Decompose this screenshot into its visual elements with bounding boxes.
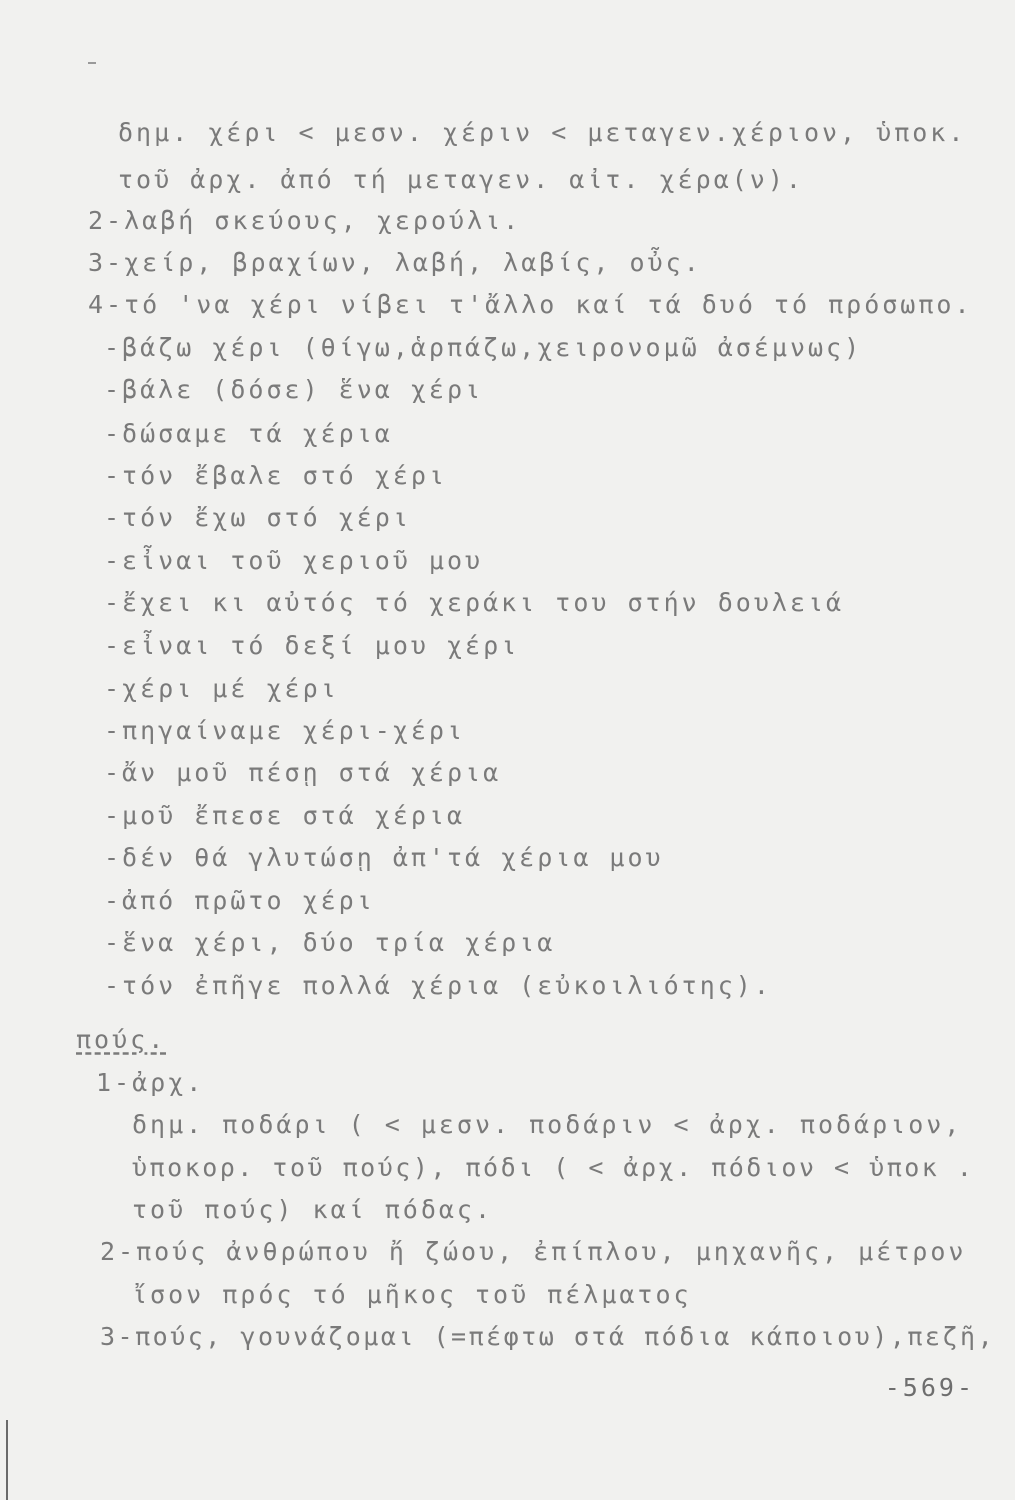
text-line-13: -εἶναι τό δεξί μου χέρι xyxy=(104,631,520,660)
text-line-19: -ἀπό πρῶτο χέρι xyxy=(104,886,375,915)
text-line-12: -ἔχει κι αὐτός τό χεράκι του στήν δουλειά xyxy=(104,588,845,617)
text-line-29: 3-πούς, γουνάζομαι (=πέφτω στά πόδια κάποιου),πεζῆ, xyxy=(100,1322,996,1351)
text-line-3: 2-λαβή σκεύους, χερούλι. xyxy=(88,206,522,235)
text-line-25: ὑποκορ. τοῦ πούς), πόδι ( < ἀρχ. πόδιον < ὑποκ . xyxy=(132,1153,975,1182)
text-line-17: -μοῦ ἔπεσε στά χέρια xyxy=(104,801,466,830)
page-number: -569- xyxy=(884,1373,975,1402)
text-line-26: τοῦ πούς) καί πόδας. xyxy=(132,1195,494,1224)
text-line-27: 2-πούς ἀνθρώπου ἤ ζώου, ἐπίπλου, μηχανῆς, μέτρον xyxy=(100,1237,967,1266)
text-line-11: -εἶναι τοῦ χεριοῦ μου xyxy=(104,546,484,575)
text-line-15: -πηγαίναμε χέρι-χέρι xyxy=(104,716,466,745)
scan-speck xyxy=(88,62,96,64)
text-line-6: -βάζω χέρι (θίγω,ἁρπάζω,χειρονομῶ ἀσέμνως) xyxy=(104,333,863,362)
scan-edge-mark xyxy=(6,1420,8,1500)
text-line-5: 4-τό 'να χέρι νίβει τ'ἄλλο καί τά δυό τό πρόσωπο. xyxy=(88,290,973,319)
text-line-21: -τόν ἐπῆγε πολλά χέρια (εὐκοιλιότης). xyxy=(104,971,772,1000)
text-line-18: -δέν θά γλυτώσῃ ἀπ'τά χέρια μου xyxy=(104,843,664,872)
text-line-4: 3-χείρ, βραχίων, λαβή, λαβίς, οὖς. xyxy=(88,248,702,277)
text-line-24: δημ. ποδάρι ( < μεσν. ποδάριν < ἀρχ. ποδάριον, xyxy=(132,1110,963,1139)
text-line-28: ἴσον πρός τό μῆκος τοῦ πέλματος xyxy=(132,1280,692,1309)
text-line-8: -δώσαμε τά χέρια xyxy=(104,419,393,448)
section-heading: πούς. xyxy=(76,1025,167,1054)
text-line-1: δημ. χέρι < μεσν. χέριν < μεταγεν.χέριον, ὑποκ. xyxy=(118,118,967,147)
text-line-20: -ἕνα χέρι, δύο τρία χέρια xyxy=(104,928,556,957)
text-line-10: -τόν ἔχω στό χέρι xyxy=(104,503,411,532)
text-line-23: 1-ἀρχ. xyxy=(96,1068,205,1097)
text-line-7: -βάλε (δόσε) ἕνα χέρι xyxy=(104,375,484,404)
text-line-14: -χέρι μέ χέρι xyxy=(104,674,339,703)
text-line-16: -ἄν μοῦ πέσῃ στά χέρια xyxy=(104,758,502,787)
text-line-9: -τόν ἔβαλε στό χέρι xyxy=(104,461,447,490)
text-line-2: τοῦ ἀρχ. ἀπό τή μεταγεν. αἰτ. χέρα(ν). xyxy=(118,165,804,194)
